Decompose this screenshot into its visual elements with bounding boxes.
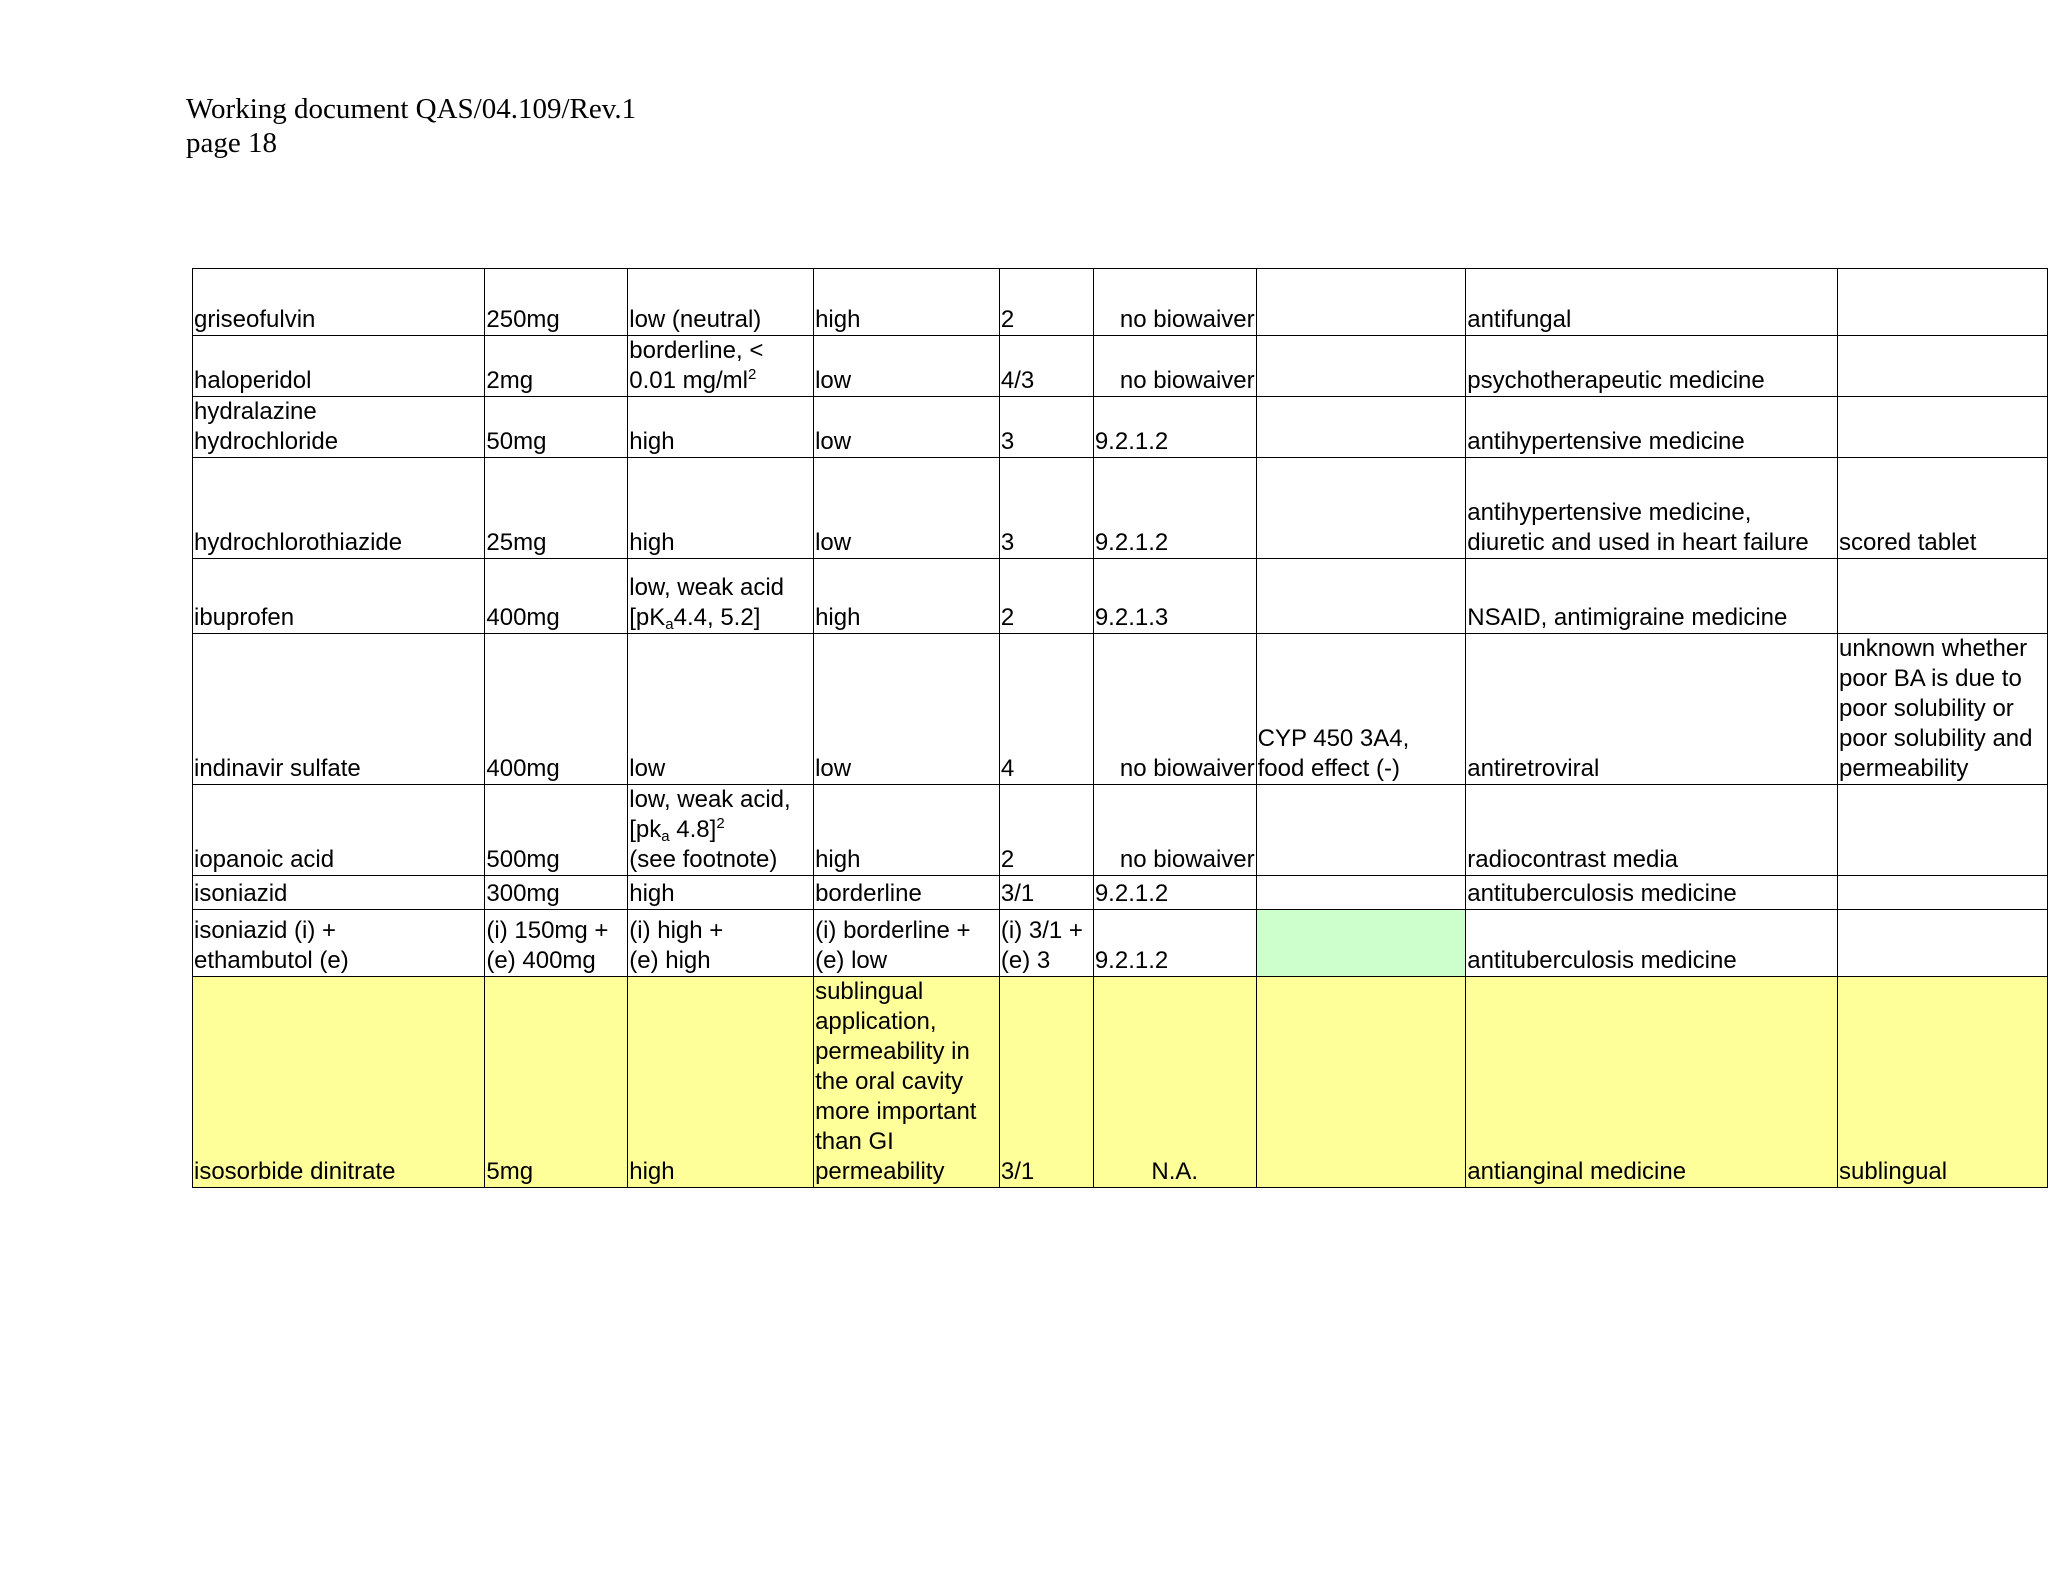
remarks	[1838, 269, 2048, 336]
solubility: high	[628, 977, 814, 1188]
permeability: high	[814, 559, 1000, 634]
medicine-name: indinavir sulfate	[193, 634, 485, 785]
indication: radiocontrast media	[1466, 785, 1838, 876]
medicine-name: hydralazine hydrochloride	[193, 397, 485, 458]
document-header	[186, 92, 636, 160]
bcs-class: 3/1	[999, 876, 1093, 910]
solubility: borderline, < 0.01 $mg/ml^2$	[628, 336, 814, 397]
permeability: low	[814, 634, 1000, 785]
footnote-ref: 2	[716, 815, 725, 832]
indication: NSAID, antimigraine medicine	[1466, 559, 1838, 634]
remarks	[1838, 336, 2048, 397]
bcs-class: 4/3	[999, 336, 1093, 397]
biowaiver-status: 9.2.1.2	[1093, 458, 1256, 559]
biowaiver-status: no biowaiver	[1093, 336, 1256, 397]
remarks	[1838, 559, 2048, 634]
footnote-ref: 2	[747, 366, 757, 383]
permeability: high	[814, 269, 1000, 336]
indication: antihypertensive medicine, diuretic and used in heart failure	[1466, 458, 1838, 559]
medicine-name: isosorbide dinitrate	[193, 977, 485, 1188]
table-row	[193, 397, 2048, 458]
biowaiver-status: no biowaiver	[1093, 785, 1256, 876]
indication: antituberculosis medicine	[1466, 910, 1838, 977]
solubility: low, weak acid [$pK_a4.4$, 5.2]	[628, 559, 814, 634]
biowaiver-status: no biowaiver	[1093, 269, 1256, 336]
dosage-strength: 50mg	[485, 397, 628, 458]
comments-highlighted	[1256, 910, 1466, 977]
solubility: low	[628, 634, 814, 785]
permeability: (i) borderline + (e) low	[814, 910, 1000, 977]
bcs-class: 2	[999, 269, 1093, 336]
biowaiver-status: no biowaiver	[1093, 634, 1256, 785]
solubility: low, weak acid, [$pk_a$ 4.8]$^2$ (see footnote)	[628, 785, 814, 876]
permeability: low	[814, 458, 1000, 559]
comments	[1256, 559, 1466, 634]
remarks: scored tablet	[1838, 458, 2048, 559]
table-row	[193, 269, 2048, 336]
comments	[1256, 397, 1466, 458]
dosage-strength: 25mg	[485, 458, 628, 559]
indication: antituberculosis medicine	[1466, 876, 1838, 910]
permeability: low	[814, 397, 1000, 458]
remarks: sublingual	[1838, 977, 2048, 1188]
remarks	[1838, 785, 2048, 876]
dosage-strength: 400mg	[485, 559, 628, 634]
bcs-class: 2	[999, 785, 1093, 876]
indication: antihypertensive medicine	[1466, 397, 1838, 458]
solubility: (i) high + (e) high	[628, 910, 814, 977]
bcs-class: 4	[999, 634, 1093, 785]
comments: CYP 450 3A4, food effect (-)	[1256, 634, 1466, 785]
biowaiver-status: 9.2.1.2	[1093, 397, 1256, 458]
solubility: high	[628, 397, 814, 458]
remarks	[1838, 876, 2048, 910]
dosage-strength: 400mg	[485, 634, 628, 785]
indication: antianginal medicine	[1466, 977, 1838, 1188]
table-row	[193, 634, 2048, 785]
table-row	[193, 458, 2048, 559]
dosage-strength: 2mg	[485, 336, 628, 397]
solubility: high	[628, 876, 814, 910]
solubility: low (neutral)	[628, 269, 814, 336]
bcs-class: 3	[999, 397, 1093, 458]
solubility: high	[628, 458, 814, 559]
indication: psychotherapeutic medicine	[1466, 336, 1838, 397]
remarks	[1838, 397, 2048, 458]
comments	[1256, 269, 1466, 336]
bcs-class: 3/1	[999, 977, 1093, 1188]
dosage-strength: 250mg	[485, 269, 628, 336]
medicine-name: haloperidol	[193, 336, 485, 397]
comments	[1256, 458, 1466, 559]
comments	[1256, 785, 1466, 876]
biowaiver-status: 9.2.1.2	[1093, 876, 1256, 910]
document-id: Working document QAS/04.109/Rev.1	[186, 93, 637, 125]
table-row	[193, 876, 2048, 910]
indication: antifungal	[1466, 269, 1838, 336]
permeability: borderline	[814, 876, 1000, 910]
comments	[1256, 977, 1466, 1188]
comments	[1256, 336, 1466, 397]
indication: antiretroviral	[1466, 634, 1838, 785]
permeability: sublingual application, permeability in the oral cavity more important than GI permeability	[814, 977, 1000, 1188]
table-row	[193, 910, 2048, 977]
medicine-name: ibuprofen	[193, 559, 485, 634]
bcs-class: (i) 3/1 + (e) 3	[999, 910, 1093, 977]
dosage-strength: (i) 150mg + (e) 400mg	[485, 910, 628, 977]
dosage-strength: 5mg	[485, 977, 628, 1188]
dosage-strength: 500mg	[485, 785, 628, 876]
medicine-name: isoniazid	[193, 876, 485, 910]
biowaiver-status: 9.2.1.3	[1093, 559, 1256, 634]
biowaiver-table	[192, 268, 2048, 1188]
table-row-highlighted	[193, 977, 2048, 1188]
table-row	[193, 336, 2048, 397]
comments	[1256, 876, 1466, 910]
dosage-strength: 300mg	[485, 876, 628, 910]
biowaiver-status: N.A.	[1093, 977, 1256, 1188]
biowaiver-status: 9.2.1.2	[1093, 910, 1256, 977]
medicine-name: iopanoic acid	[193, 785, 485, 876]
table-row	[193, 785, 2048, 876]
medicine-name: isoniazid (i) + ethambutol (e)	[193, 910, 485, 977]
page-number: page 18	[186, 127, 277, 159]
permeability: high	[814, 785, 1000, 876]
medicine-name: griseofulvin	[193, 269, 485, 336]
bcs-class: 2	[999, 559, 1093, 634]
remarks: unknown whether poor BA is due to poor solubility or poor solubility and permeability	[1838, 634, 2048, 785]
permeability: low	[814, 336, 1000, 397]
medicine-name: hydrochlorothiazide	[193, 458, 485, 559]
bcs-class: 3	[999, 458, 1093, 559]
table-row	[193, 559, 2048, 634]
remarks	[1838, 910, 2048, 977]
